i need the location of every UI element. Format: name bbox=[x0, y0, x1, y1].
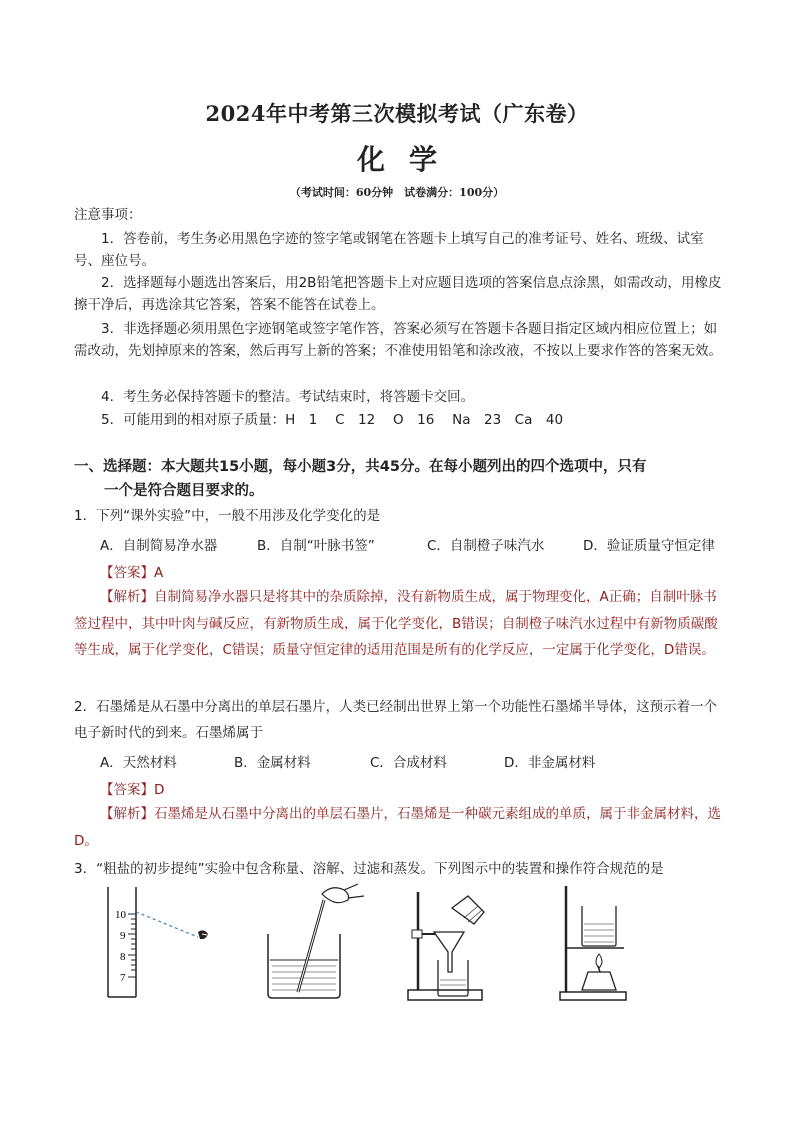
option-b: B．自制“叶脉书签” bbox=[257, 538, 375, 554]
figure-evaporation bbox=[552, 882, 662, 1007]
notice-item-5: 5．可能用到的相对原子质量：H 1 C 12 O 16 Na 23 Ca 40 bbox=[101, 412, 564, 428]
section-heading-line1: 一、选择题：本大题共15小题，每小题3分，共45分。在每小题列出的四个选项中，只有 bbox=[74, 459, 647, 475]
question-1-stem: 1．下列“课外实验”中，一般不用涉及化学变化的是 bbox=[74, 508, 381, 524]
figure-filtration bbox=[404, 882, 524, 1007]
question-2-stem bbox=[74, 694, 724, 746]
exam-info: （考试时间：60分钟 试卷满分：100分） bbox=[289, 186, 505, 199]
question-2-options bbox=[100, 751, 730, 771]
figure-graduated-cylinder bbox=[100, 882, 220, 1002]
question-2-answer: 【答案】D bbox=[100, 782, 165, 798]
question-1-answer: 【答案】A bbox=[100, 565, 164, 581]
option-c: C．合成材料 bbox=[370, 755, 447, 771]
option-b: B．金属材料 bbox=[234, 755, 311, 771]
notice-item-3: 3．非选择题必须用黑色字迹钢笔或签字笔作答，答案必须写在答题卡各题目指定区域内相应位置上；如需改动，先划掉原来的答案，然后再写上新的答案；不准使用铅笔和涂改液，不按以上要求作答的答案无效。 bbox=[74, 321, 722, 359]
option-a: A．天然材料 bbox=[100, 755, 177, 771]
option-d: D．非金属材料 bbox=[504, 755, 596, 771]
notice-item-1: 1．答卷前，考生务必用黑色字迹的签字笔或钢笔在答题卡上填写自己的准考证号、姓名、班级、试室号、座位号。 bbox=[74, 231, 704, 269]
tick-9: 9 bbox=[120, 930, 126, 942]
explanation-text: 【解析】石墨烯是从石墨中分离出的单层石墨片，石墨烯是一种碳元素组成的单质，属于非金属材料，选D。 bbox=[74, 806, 721, 849]
tick-7: 7 bbox=[120, 972, 126, 984]
subject-title: 化学 bbox=[356, 143, 461, 176]
tick-10: 10 bbox=[115, 909, 126, 921]
notice-heading: 注意事项： bbox=[74, 207, 142, 223]
section-heading bbox=[74, 455, 724, 503]
option-a: A．自制简易净水器 bbox=[100, 538, 218, 554]
explanation-text: 【解析】自制简易净水器只是将其中的杂质除掉，没有新物质生成，属于物理变化，A正确；自制叶脉书签过程中，其中叶肉与碱反应，有新物质生成，属于化学变化，B错误；自制橙子味汽水过程中有新物质碳酸等生成，属于化学变化，C错误；质量守恒定律的适用范围是所有的化学反应，一定属于化学变化，D错误。 bbox=[74, 589, 718, 658]
tick-8: 8 bbox=[120, 951, 126, 963]
section-heading-line2: 一个是符合题目要求的。 bbox=[104, 483, 264, 499]
question-1-options bbox=[100, 534, 730, 554]
notice-item-2: 2．选择题每小题选出答案后，用2B铅笔把答题卡上对应题目选项的答案信息点涂黑，如需改动，用橡皮擦干净后，再选涂其它答案，答案不能答在试卷上。 bbox=[74, 275, 722, 313]
option-d: D．验证质量守恒定律 bbox=[583, 538, 715, 554]
notice-item-4: 4．考生务必保持答题卡的整洁。考试结束时，将答题卡交回。 bbox=[101, 389, 475, 405]
question-3-stem: 3．“粗盐的初步提纯”实验中包含称量、溶解、过滤和蒸发。下列图示中的装置和操作符合规范的是 bbox=[74, 861, 664, 877]
question-2-explanation bbox=[74, 801, 724, 854]
option-c: C．自制橙子味汽水 bbox=[427, 538, 545, 554]
question-1-explanation bbox=[74, 584, 724, 664]
flame-icon bbox=[596, 954, 602, 968]
question-2-text: 2．石墨烯是从石墨中分离出的单层石墨片，人类已经制出世界上第一个功能性石墨烯半导体，这预示着一个电子新时代的到来。石墨烯属于 bbox=[74, 699, 718, 741]
exam-title: 2024年中考第三次模拟考试（广东卷） bbox=[205, 101, 589, 126]
figure-dissolving-beaker bbox=[262, 882, 372, 1002]
